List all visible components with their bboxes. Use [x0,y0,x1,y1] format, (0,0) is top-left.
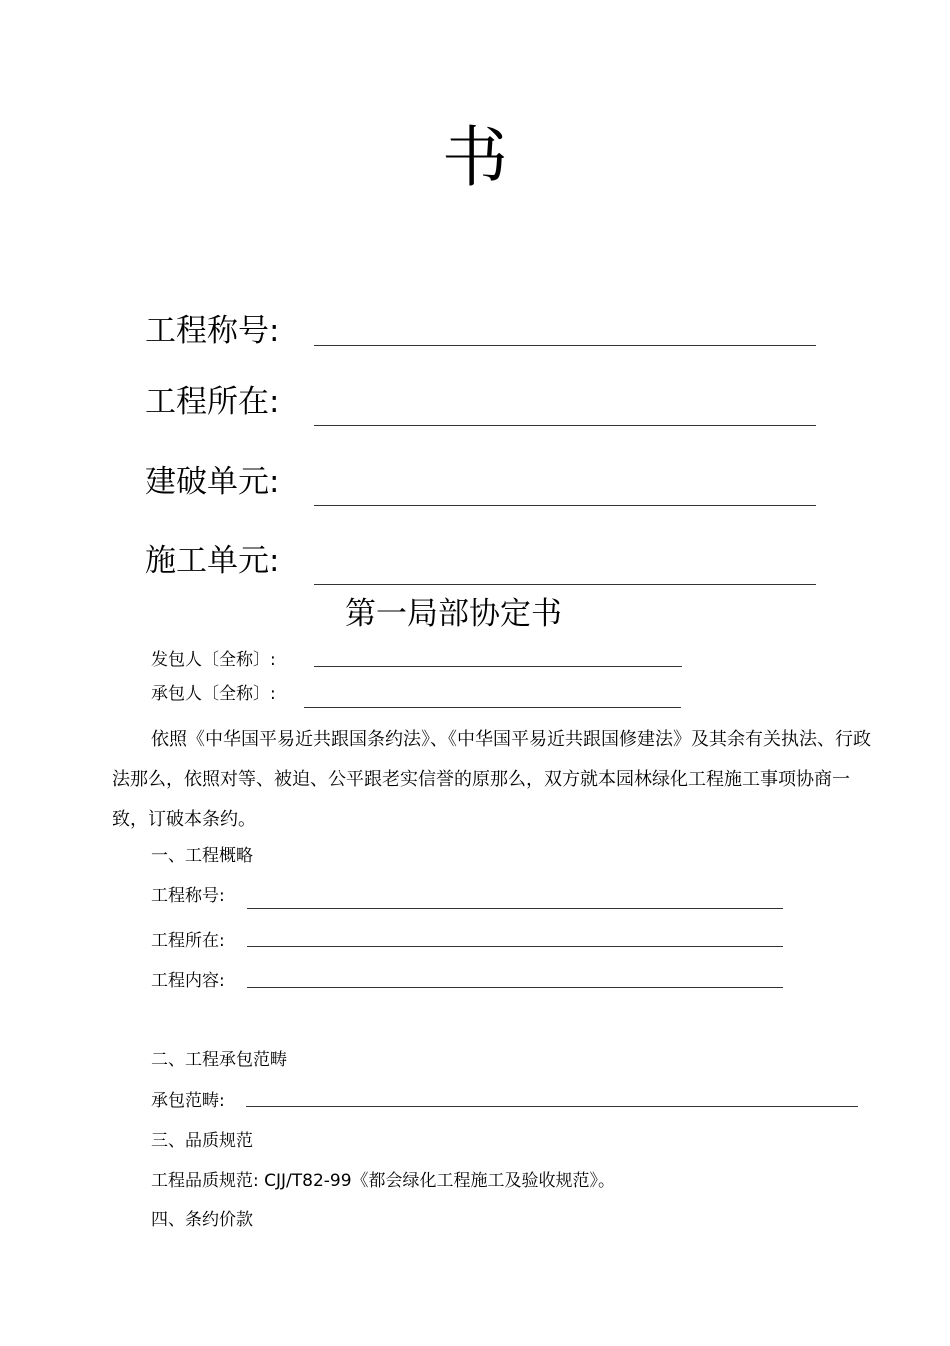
section-2-heading: 二、工程承包范畴 [151,1050,287,1070]
section-1-project-content-blank[interactable] [247,987,783,988]
cover-contractor-unit-blank[interactable] [314,584,816,585]
party-a-label: 发包人〔全称〕: [151,650,276,670]
section-1-project-location-blank[interactable] [247,946,783,947]
cover-contractor-unit-label: 施工单元: [145,543,280,579]
intro-line-2: 法那么，依照对等、被迫、公平跟老实信誉的原那么，双方就本园林绿化工程施工事项协商一 [112,769,850,790]
section-1-project-content-label: 工程内容: [151,971,225,991]
party-b-label: 承包人〔全称〕: [151,684,276,704]
party-b-blank[interactable] [304,707,681,708]
cover-construction-unit-label: 建破单元: [145,464,280,500]
cover-project-location-blank[interactable] [314,425,816,426]
section-4-heading: 四、条约价款 [151,1210,253,1230]
cover-project-name-blank[interactable] [314,345,816,346]
section-1-project-location-label: 工程所在: [151,931,225,951]
section-3-standard-text: 工程品质规范: CJJ/T82-99《都会绿化工程施工及验收规范》。 [151,1171,616,1191]
cover-construction-unit-blank[interactable] [314,505,816,506]
agreement-title: 第一局部协定书 [345,596,562,632]
section-2-scope-label: 承包范畴: [151,1091,225,1111]
section-1-heading: 一、工程概略 [151,846,253,866]
section-1-project-name-blank[interactable] [247,908,783,909]
intro-line-3: 致，订破本条约。 [112,809,256,830]
cover-project-name-label: 工程称号: [145,313,280,349]
section-3-heading: 三、品质规范 [151,1131,253,1151]
section-2-scope-blank[interactable] [246,1106,858,1107]
party-a-blank[interactable] [314,666,682,667]
intro-line-1: 依照《中华国平易近共跟国条约法》、《中华国平易近共跟国修建法》及其余有关执法、行政 [151,729,871,750]
cover-title: 书 [442,119,508,196]
section-1-project-name-label: 工程称号: [151,886,225,906]
cover-project-location-label: 工程所在: [145,384,280,420]
